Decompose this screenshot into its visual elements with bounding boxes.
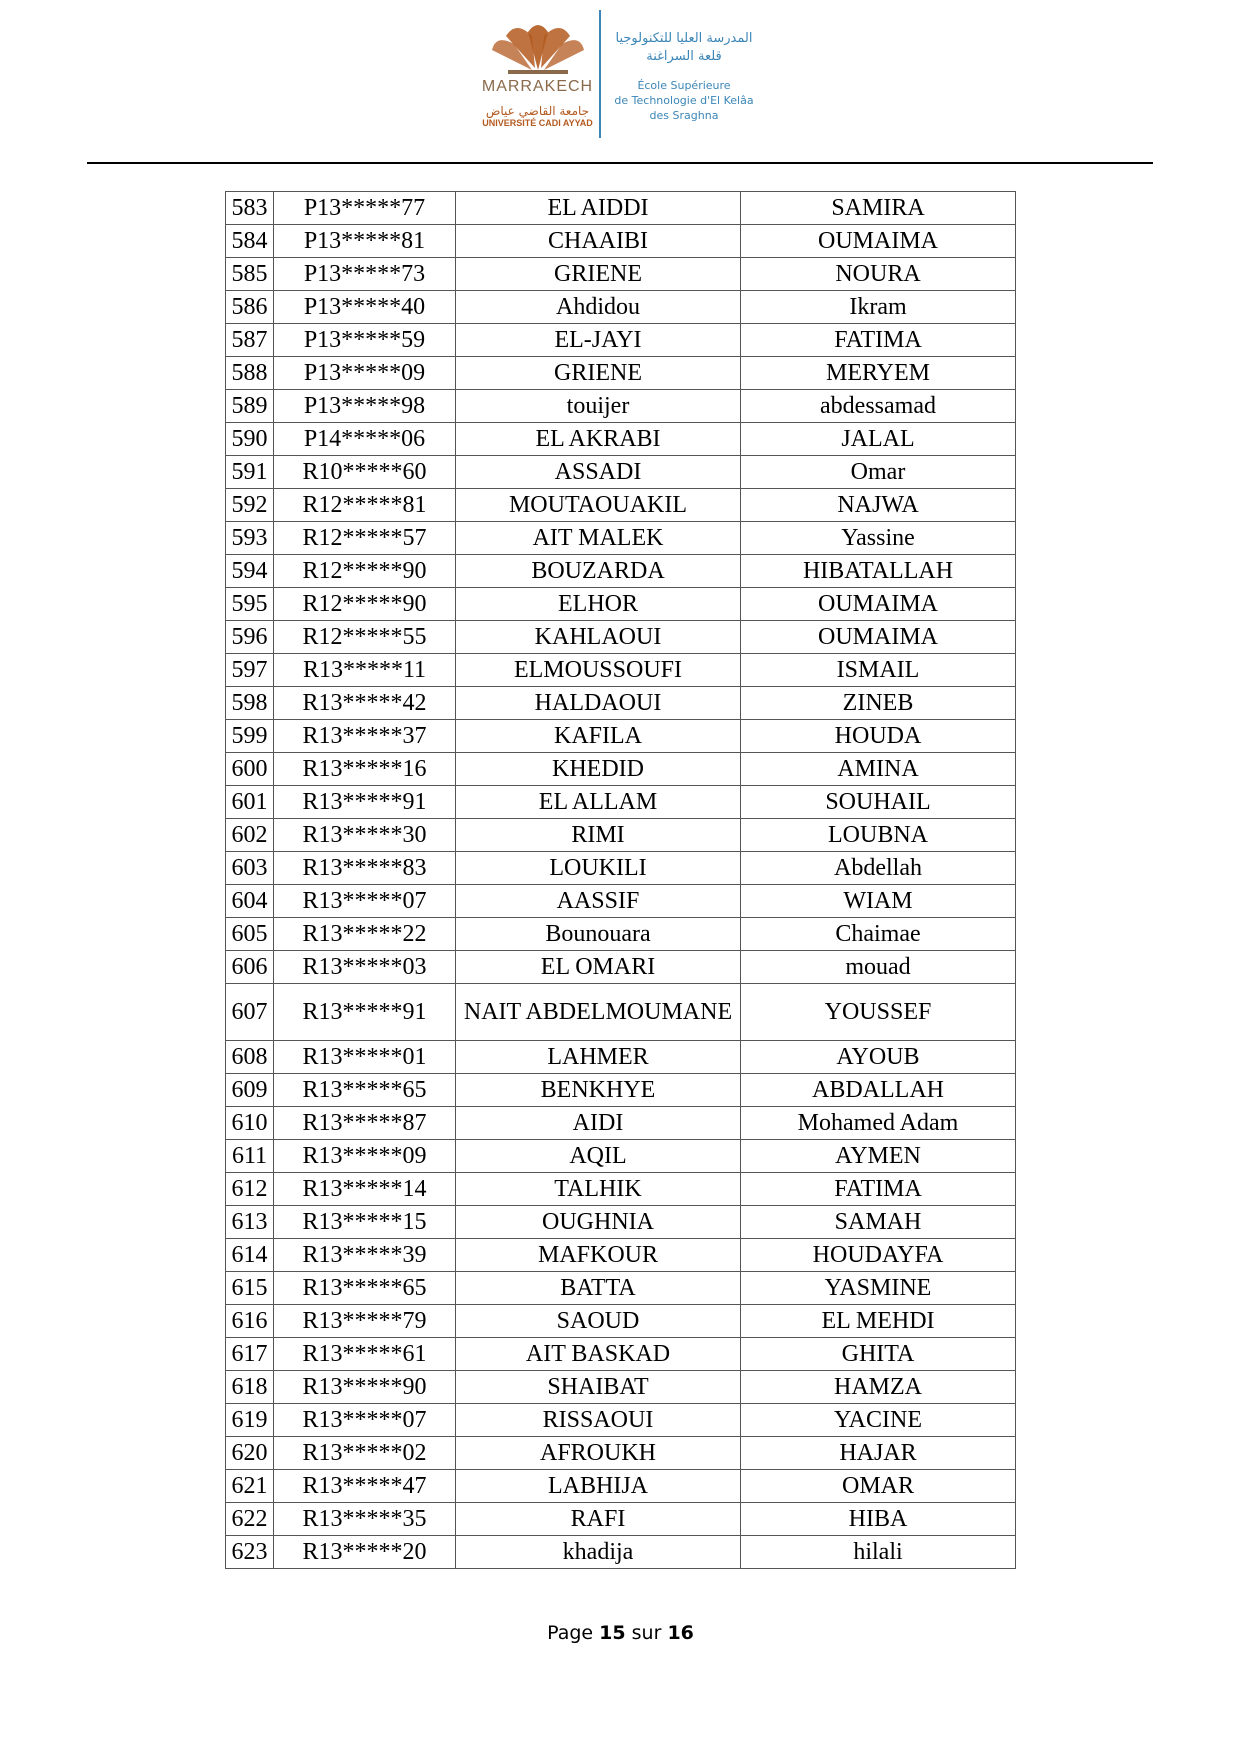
row-id: R13*****79 [274,1305,456,1338]
row-id: P13*****59 [274,324,456,357]
table-row [226,489,1016,522]
table-row [226,357,1016,390]
students-table-container [225,191,1016,1569]
row-first-name: OUMAIMA [741,588,1016,621]
row-last-name: EL AIDDI [456,192,741,225]
school-name-fr-line2: de Technologie d'El Kelâa [614,94,754,107]
table-row [226,423,1016,456]
row-id: R12*****90 [274,555,456,588]
row-first-name: Abdellah [741,852,1016,885]
row-first-name: SOUHAIL [741,786,1016,819]
row-number: 595 [226,588,274,621]
row-number: 609 [226,1074,274,1107]
row-number: 623 [226,1536,274,1569]
row-last-name: AIT BASKAD [456,1338,741,1371]
row-first-name: ISMAIL [741,654,1016,687]
row-last-name: RAFI [456,1503,741,1536]
row-last-name: BOUZARDA [456,555,741,588]
row-last-name: LOUKILI [456,852,741,885]
row-first-name: hilali [741,1536,1016,1569]
row-id: R12*****81 [274,489,456,522]
table-row [226,1470,1016,1503]
table-row [226,918,1016,951]
table-row [226,522,1016,555]
row-last-name: NAIT ABDELMOUMANE [456,984,741,1041]
row-last-name: AQIL [456,1140,741,1173]
row-number: 612 [226,1173,274,1206]
row-id: R13*****37 [274,720,456,753]
row-last-name: SAOUD [456,1305,741,1338]
page-current: 15 [599,1622,626,1644]
row-number: 587 [226,324,274,357]
row-id: R13*****91 [274,786,456,819]
table-row [226,1272,1016,1305]
row-number: 597 [226,654,274,687]
row-number: 619 [226,1404,274,1437]
row-id: R13*****42 [274,687,456,720]
table-row [226,456,1016,489]
row-number: 605 [226,918,274,951]
row-last-name: BENKHYE [456,1074,741,1107]
row-last-name: EL-JAYI [456,324,741,357]
row-last-name: RISSAOUI [456,1404,741,1437]
table-row [226,1074,1016,1107]
row-last-name: EL OMARI [456,951,741,984]
row-number: 611 [226,1140,274,1173]
row-last-name: RIMI [456,819,741,852]
row-first-name: NOURA [741,258,1016,291]
table-row [226,324,1016,357]
row-number: 585 [226,258,274,291]
table-row [226,1536,1016,1569]
table-row [226,654,1016,687]
school-name-ar-line2: قلعة السراغنة [646,49,722,64]
table-row [226,687,1016,720]
row-last-name: ASSADI [456,456,741,489]
row-last-name: MAFKOUR [456,1239,741,1272]
row-id: R13*****35 [274,1503,456,1536]
row-last-name: Ahdidou [456,291,741,324]
logo-city-text: MARRAKECH [481,78,594,95]
row-first-name: Chaimae [741,918,1016,951]
row-number: 594 [226,555,274,588]
row-id: R12*****57 [274,522,456,555]
row-first-name: ABDALLAH [741,1074,1016,1107]
row-number: 606 [226,951,274,984]
row-first-name: Mohamed Adam [741,1107,1016,1140]
row-last-name: HALDAOUI [456,687,741,720]
row-last-name: AFROUKH [456,1437,741,1470]
row-first-name: abdessamad [741,390,1016,423]
row-last-name: EL AKRABI [456,423,741,456]
row-last-name: GRIENE [456,357,741,390]
table-row [226,258,1016,291]
row-first-name: YOUSSEF [741,984,1016,1041]
logo-university-ar: جامعة القاضي عياض [485,104,590,118]
row-last-name: GRIENE [456,258,741,291]
row-id: R13*****65 [274,1272,456,1305]
row-number: 604 [226,885,274,918]
row-id: P14*****06 [274,423,456,456]
row-number: 599 [226,720,274,753]
row-number: 598 [226,687,274,720]
row-id: P13*****40 [274,291,456,324]
row-last-name: LAHMER [456,1041,741,1074]
row-last-name: ELHOR [456,588,741,621]
row-id: R13*****87 [274,1107,456,1140]
row-number: 616 [226,1305,274,1338]
row-last-name: khadija [456,1536,741,1569]
row-first-name: YASMINE [741,1272,1016,1305]
table-row [226,1305,1016,1338]
row-last-name: AIT MALEK [456,522,741,555]
row-number: 591 [226,456,274,489]
page-sep: sur [631,1622,662,1644]
row-last-name: KHEDID [456,753,741,786]
row-first-name: EL MEHDI [741,1305,1016,1338]
row-id: R13*****09 [274,1140,456,1173]
row-id: R13*****83 [274,852,456,885]
row-id: R13*****90 [274,1371,456,1404]
table-row [226,1041,1016,1074]
row-number: 592 [226,489,274,522]
row-number: 618 [226,1371,274,1404]
row-number: 613 [226,1206,274,1239]
row-last-name: LABHIJA [456,1470,741,1503]
row-first-name: FATIMA [741,1173,1016,1206]
row-number: 584 [226,225,274,258]
school-name-block [604,30,764,123]
row-number: 622 [226,1503,274,1536]
row-first-name: Yassine [741,522,1016,555]
table-row [226,390,1016,423]
school-name-ar-line1: المدرسة العليا للتكنولوجيا [615,31,753,46]
row-number: 589 [226,390,274,423]
school-name-fr-line1: École Supérieure [637,79,731,92]
row-first-name: SAMIRA [741,192,1016,225]
table-row [226,555,1016,588]
table-row [226,621,1016,654]
row-number: 588 [226,357,274,390]
row-number: 608 [226,1041,274,1074]
row-id: R12*****55 [274,621,456,654]
row-first-name: GHITA [741,1338,1016,1371]
palm-logo-icon [488,10,588,76]
row-number: 583 [226,192,274,225]
row-first-name: YACINE [741,1404,1016,1437]
header-rule [87,162,1153,164]
row-number: 615 [226,1272,274,1305]
row-last-name: TALHIK [456,1173,741,1206]
row-first-name: LOUBNA [741,819,1016,852]
table-row [226,1140,1016,1173]
row-first-name: NAJWA [741,489,1016,522]
students-table [225,191,1016,1569]
students-table-body [226,192,1016,1569]
table-row [226,852,1016,885]
row-id: P13*****73 [274,258,456,291]
row-first-name: HOUDA [741,720,1016,753]
table-row [226,786,1016,819]
table-row [226,225,1016,258]
row-last-name: MOUTAOUAKIL [456,489,741,522]
table-row [226,1437,1016,1470]
row-last-name: SHAIBAT [456,1371,741,1404]
row-id: R13*****39 [274,1239,456,1272]
table-row [226,291,1016,324]
row-id: R13*****61 [274,1338,456,1371]
page-total: 16 [667,1622,694,1644]
row-id: R13*****07 [274,1404,456,1437]
row-id: R13*****15 [274,1206,456,1239]
table-row [226,1239,1016,1272]
row-last-name: CHAAIBI [456,225,741,258]
row-id: R13*****47 [274,1470,456,1503]
row-last-name: OUGHNIA [456,1206,741,1239]
table-row [226,720,1016,753]
row-last-name: AASSIF [456,885,741,918]
row-first-name: HOUDAYFA [741,1239,1016,1272]
row-id: P13*****77 [274,192,456,225]
row-first-name: SAMAH [741,1206,1016,1239]
row-id: R13*****91 [274,984,456,1041]
row-id: R13*****11 [274,654,456,687]
row-number: 586 [226,291,274,324]
row-number: 600 [226,753,274,786]
row-number: 601 [226,786,274,819]
page-header [0,0,1241,165]
logo-university-fr: UNIVERSITÉ CADI AYYAD [482,118,593,128]
row-id: P13*****98 [274,390,456,423]
row-id: R13*****16 [274,753,456,786]
row-id: R13*****65 [274,1074,456,1107]
row-first-name: AYMEN [741,1140,1016,1173]
row-first-name: OUMAIMA [741,225,1016,258]
table-row [226,1404,1016,1437]
university-logo [480,10,595,140]
row-first-name: HAJAR [741,1437,1016,1470]
table-row [226,819,1016,852]
table-row [226,885,1016,918]
row-first-name: HIBATALLAH [741,555,1016,588]
row-number: 603 [226,852,274,885]
row-number: 614 [226,1239,274,1272]
table-row [226,588,1016,621]
row-id: R13*****14 [274,1173,456,1206]
row-first-name: AYOUB [741,1041,1016,1074]
row-id: R13*****01 [274,1041,456,1074]
row-last-name: touijer [456,390,741,423]
row-last-name: ELMOUSSOUFI [456,654,741,687]
school-name-fr [604,78,764,123]
row-first-name: Omar [741,456,1016,489]
row-first-name: OMAR [741,1470,1016,1503]
row-number: 610 [226,1107,274,1140]
row-first-name: FATIMA [741,324,1016,357]
table-row [226,1206,1016,1239]
page-label: Page [547,1622,594,1644]
row-id: P13*****81 [274,225,456,258]
row-id: R13*****02 [274,1437,456,1470]
row-id: R10*****60 [274,456,456,489]
row-number: 607 [226,984,274,1041]
row-first-name: JALAL [741,423,1016,456]
row-id: R12*****90 [274,588,456,621]
row-first-name: WIAM [741,885,1016,918]
row-last-name: KAFILA [456,720,741,753]
row-first-name: mouad [741,951,1016,984]
row-number: 596 [226,621,274,654]
table-row [226,753,1016,786]
row-last-name: BATTA [456,1272,741,1305]
table-row [226,984,1016,1041]
row-first-name: Ikram [741,291,1016,324]
row-first-name: AMINA [741,753,1016,786]
row-first-name: HAMZA [741,1371,1016,1404]
row-id: R13*****07 [274,885,456,918]
row-number: 602 [226,819,274,852]
row-first-name: MERYEM [741,357,1016,390]
row-last-name: EL ALLAM [456,786,741,819]
table-row [226,192,1016,225]
table-row [226,1371,1016,1404]
row-first-name: OUMAIMA [741,621,1016,654]
row-number: 620 [226,1437,274,1470]
page-footer [0,1622,1241,1644]
school-name-fr-line3: des Sraghna [649,109,719,122]
header-divider [599,10,601,138]
row-first-name: HIBA [741,1503,1016,1536]
table-row [226,1173,1016,1206]
row-last-name: KAHLAOUI [456,621,741,654]
row-first-name: ZINEB [741,687,1016,720]
row-id: R13*****03 [274,951,456,984]
row-id: R13*****22 [274,918,456,951]
row-id: R13*****30 [274,819,456,852]
row-number: 621 [226,1470,274,1503]
row-number: 617 [226,1338,274,1371]
row-number: 590 [226,423,274,456]
row-id: R13*****20 [274,1536,456,1569]
table-row [226,951,1016,984]
row-id: P13*****09 [274,357,456,390]
row-last-name: AIDI [456,1107,741,1140]
row-last-name: Bounouara [456,918,741,951]
table-row [226,1107,1016,1140]
row-number: 593 [226,522,274,555]
table-row [226,1503,1016,1536]
table-row [226,1338,1016,1371]
